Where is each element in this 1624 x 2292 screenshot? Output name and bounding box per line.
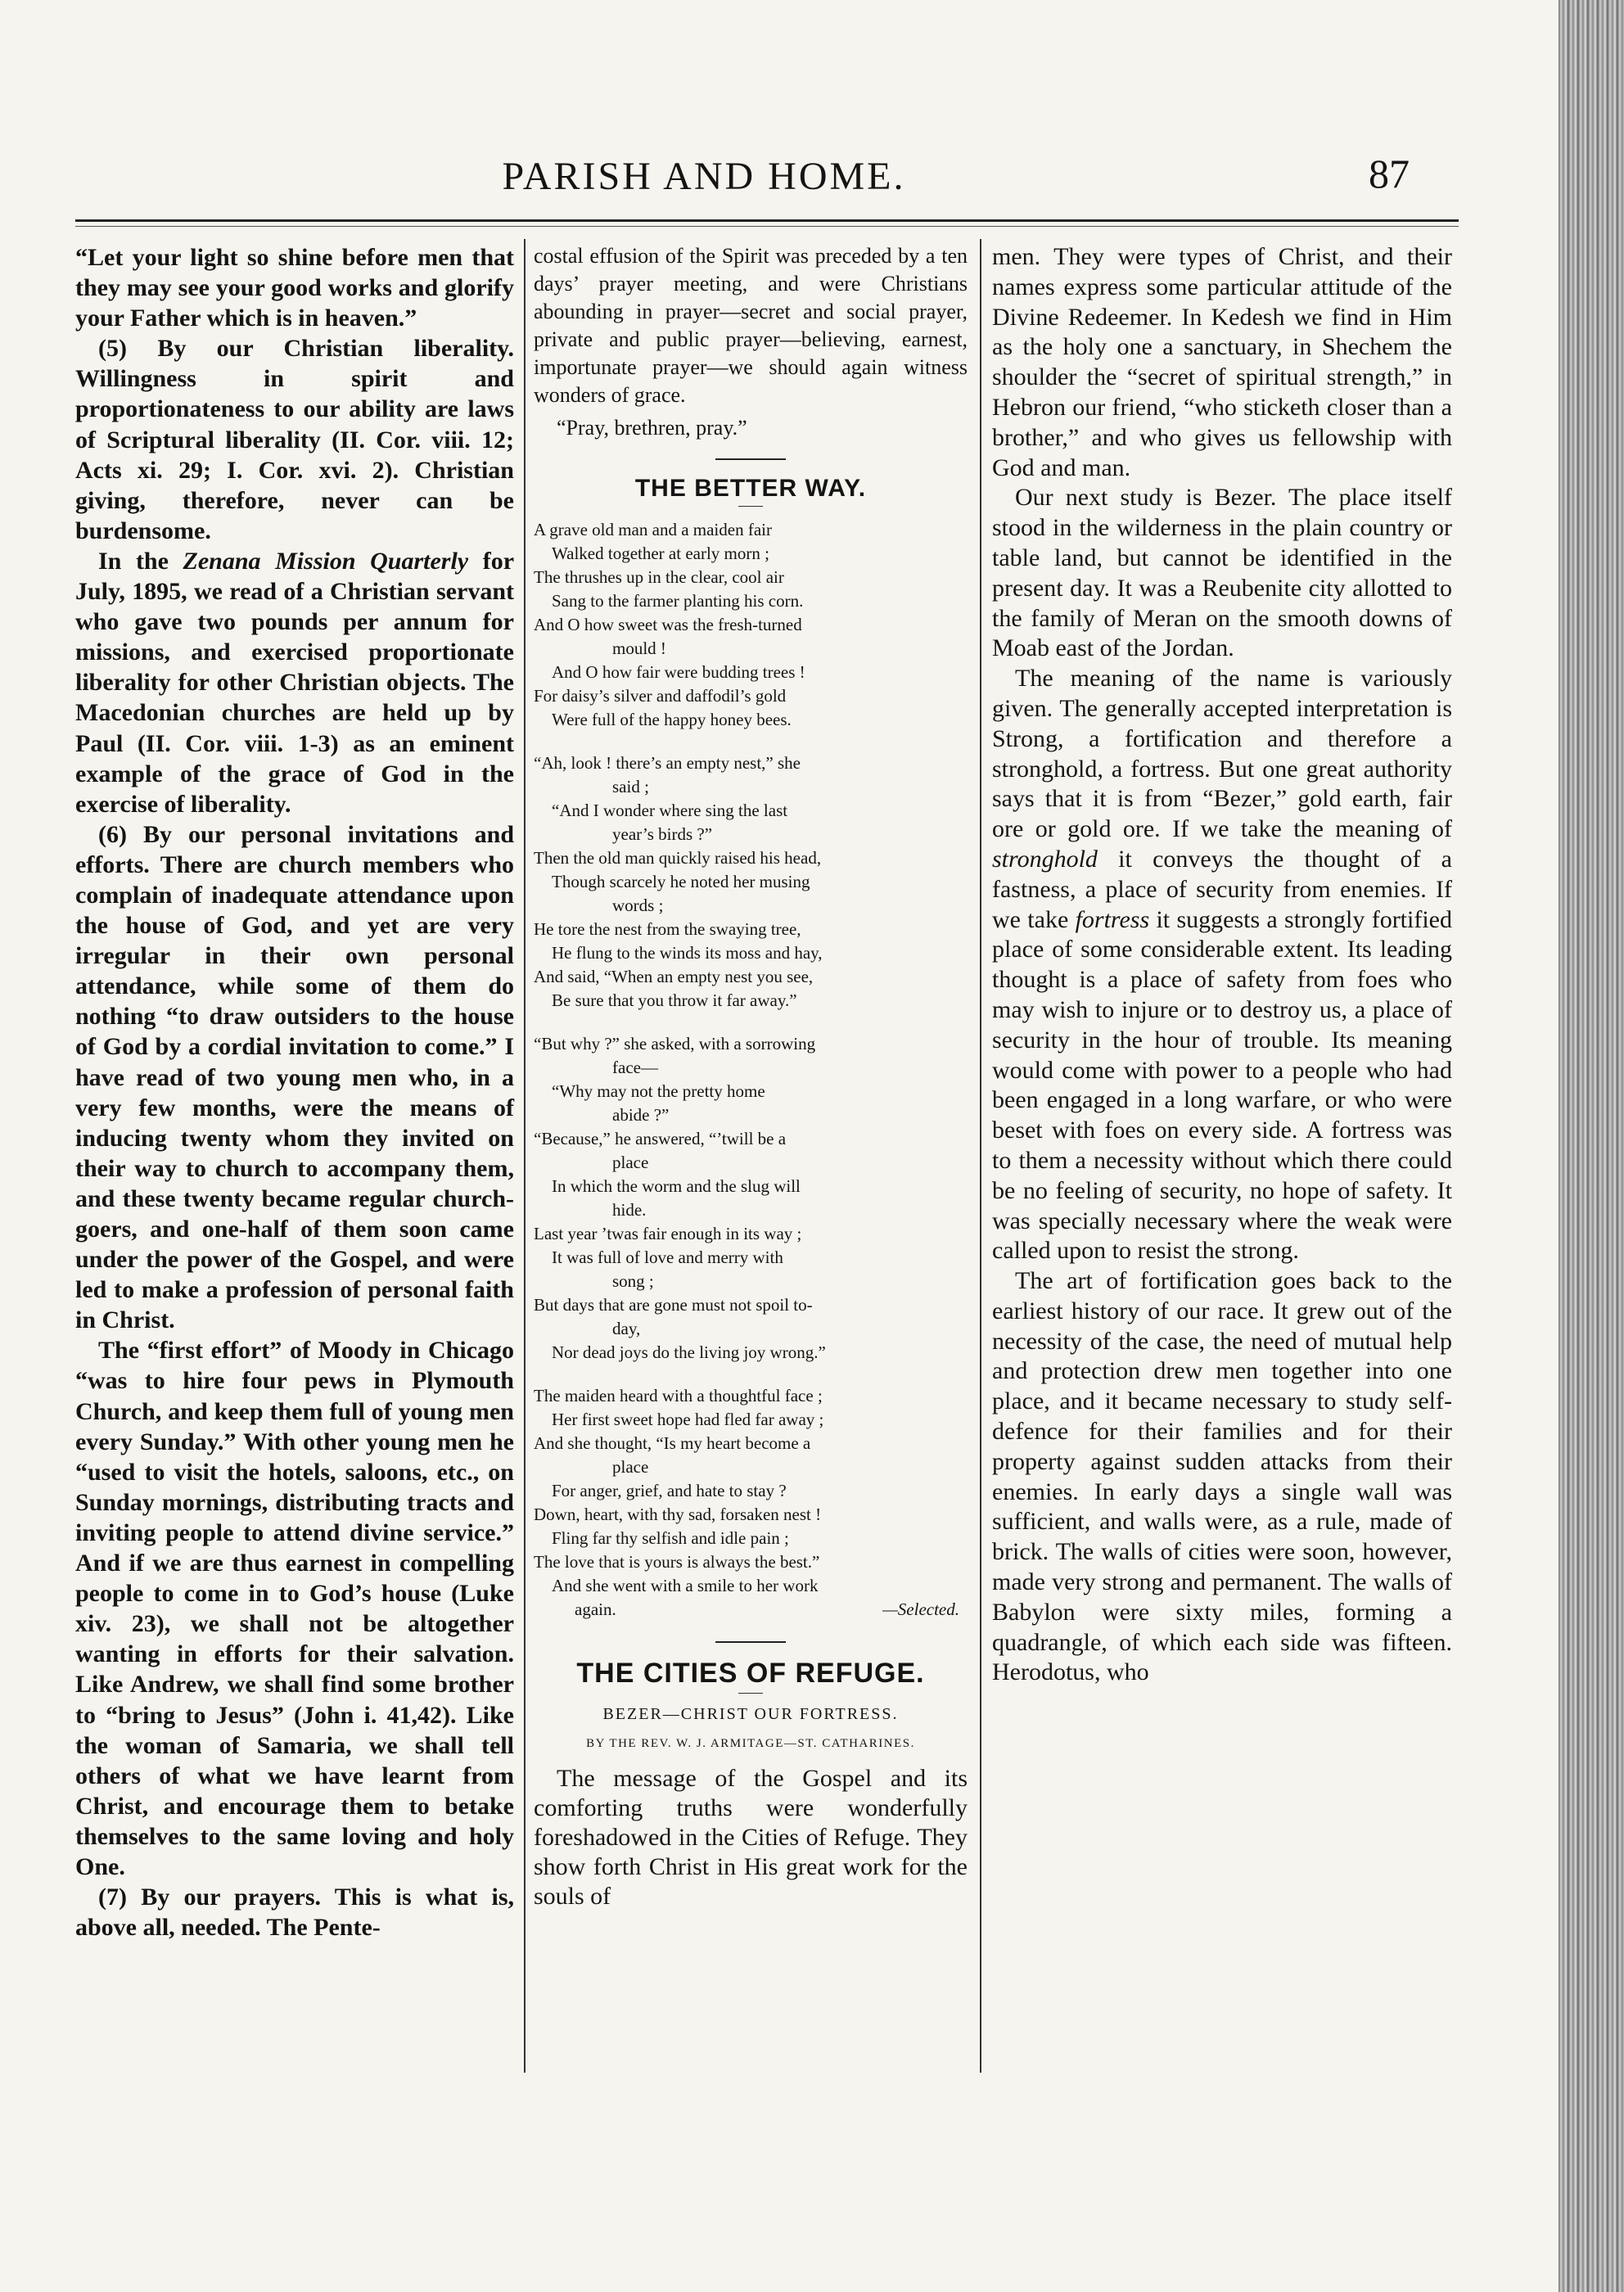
poem-line: Sang to the farmer planting his corn. [552,591,804,611]
header-rule [75,219,1459,222]
column-divider [980,239,981,2073]
running-header: PARISH AND HOME. [502,155,906,198]
poem-line: A grave old man and a maiden fair [534,520,772,539]
poem-line: Were full of the happy honey bees. [552,710,792,729]
text-run: The meaning of the name is variously given. The generally accepted interpretation is Strong, a fortification and therefore a stronghold, a fortress. But one great authority says that it is from “Bezer,” gold earth, fair ore or gold ore. If we take the meaning of [992,665,1452,843]
paragraph: (5) By our Christian liberality. Willingness in spirit and proportionateness to our ability are laws of Scriptural liberality (II. Cor. viii. 12; Acts xi. 29; I. Cor. xvi. 2). Christian giving, therefore, never can be burdensome. [75,335,514,544]
poem-line: song ; [612,1271,654,1291]
poem-line: “Because,” he answered, “’twill be a [534,1129,787,1148]
poem-line: It was full of love and merry with [552,1248,783,1267]
poem-line: For daisy’s silver and daffodil’s gold [534,686,787,706]
ornament-rule-small [738,1693,763,1694]
poem-line: said ; [612,777,649,796]
poem-line: And she went with a smile to her work [552,1576,819,1595]
article-byline: BY THE REV. W. J. ARMITAGE—ST. CATHARINES. [586,1737,915,1750]
poem-line: The thrushes up in the clear, cool air [534,567,784,587]
poem-line: The love that is yours is always the best.” [534,1552,820,1572]
text-run: it conveys the thought of a fastness, a place of security from enemies. If we take [992,845,1452,933]
paragraph: men. They were types of Christ, and their names express some particular attitude of the Divine Redeemer. In Kedesh we find in Him as the holy one a sanctuary, in Shechem the shoulder the “secret of spiritual strength,” in Hebron our friend, “who sticketh closer than a brother,” and who gives us fellowship with God and man. [992,243,1452,481]
emphasis: fortress [1075,905,1150,933]
poem-line: “Ah, look ! there’s an empty nest,” she [534,753,801,773]
article-title: THE CITIES OF REFUGE. [576,1658,925,1689]
poem-line: face— [612,1058,658,1077]
poem-line: words ; [612,896,664,915]
paragraph [75,546,514,819]
publication-title: Zenana Mission Quarterly [183,547,469,575]
paragraph: “Let your light so shine before men that they may see your good works and glorify your Father which is in heaven.” [75,244,514,332]
poem-line: Down, heart, with thy sad, forsaken nest ! [534,1505,822,1524]
ornament-rule [715,458,786,460]
poem-line: And said, “When an empty nest you see, [534,967,814,986]
poem-line: place [612,1153,649,1172]
poem-line: year’s birds ?” [612,824,713,844]
column-divider [524,239,526,2073]
poem-line: And she thought, “Is my heart become a [534,1433,811,1453]
emphasis: stronghold [992,845,1098,873]
article-subtitle: BEZER—CHRIST OUR FORTRESS. [602,1705,899,1723]
column-3 [992,242,1452,1688]
page-number: 87 [1369,151,1410,196]
poem-line: place [612,1457,649,1477]
poem-final-line [534,1598,968,1622]
poem-line: Then the old man quickly raised his head, [534,848,822,868]
poem-stanza [534,1384,968,1622]
poem-line: He flung to the winds its moss and hay, [552,943,823,963]
poem-line: He tore the nest from the swaying tree, [534,919,801,939]
poem-line: “And I wonder where sing the last [552,801,788,820]
poem-line: Fling far thy selfish and idle pain ; [552,1528,789,1548]
poem-line: again. [575,1599,616,1619]
poem-line: Nor dead joys do the living joy wrong.” [552,1342,826,1362]
poem-line: abide ?” [612,1105,670,1125]
poem-stanza [534,1032,968,1365]
poem-line: In which the worm and the slug will [552,1176,801,1196]
poem-line: Walked together at early morn ; [552,544,769,563]
poem-line: But days that are gone must not spoil to- [534,1295,813,1315]
poem-line: And O how sweet was the fresh-turned [534,615,802,634]
article-body [534,1764,968,1911]
poem-line: Last year ’twas fair enough in its way ; [534,1224,802,1243]
paragraph: The “first effort” of Moody in Chicago “was to hire four pews in Plymouth Church, and keep them full of young men every Sunday.” With other young men he “used to visit the hotels, saloons, etc., on Sunday mornings, distributing tracts and inviting people to attend divine service.” And if we are thus earnest in compelling people to come in to God’s house (Luke xiv. 23), we shall not be altogether wanting in efforts for their salvation. Like Andrew, we shall find some brother to “bring to Jesus” (John i. 41,42). Like the woman of Samaria, we shall tell others of what we have learnt from Christ, and encourage them to betake themselves to the same loving and holy One. [75,1337,514,1880]
ornament-rule [715,1641,786,1643]
poem-line: “But why ?” she asked, with a sorrowing [534,1034,816,1054]
poem-line: mould ! [612,638,666,658]
ornament-rule-small [738,506,763,507]
text-run: it suggests a strongly fortified place of some considerable extent. Its leading thought is a place of safety from foes who may wish to injure or to destroy us, a place of security in the hour of trouble. Its meaning would come with power to a people who had been engaged in a long warfare, or who were beset with foes on every side. A fortress was to them a necessity without which there could be no feeling of security, no hope of safety. It was specially necessary where the weak were called upon to resist the strong. [992,905,1452,1265]
paragraph: The message of the Gospel and its comforting truths were wonderfully foreshadowed in the Cities of Refuge. They show forth Christ in His great work for the souls of [534,1765,968,1910]
column-1 [75,242,514,1942]
poem-line: The maiden heard with a thoughtful face ; [534,1386,823,1405]
paragraph: Our next study is Bezer. The place itself stood in the wilderness in the plain country or table land, but cannot be identified in the present day. It was a Reubenite city allotted to the family of Meran on the smooth downs of Moab east of the Jordan. [992,484,1452,662]
book-page-edges [1559,0,1624,2292]
poem-line: Be sure that you throw it far away.” [552,990,797,1010]
poem-line: Her first sweet hope had fled far away ; [552,1410,824,1429]
poem-line: “Why may not the pretty home [552,1081,765,1101]
poem-stanza [534,518,968,732]
poem-title: THE BETTER WAY. [634,475,867,502]
paragraph: (7) By our prayers. This is what is, above all, needed. The Pente- [75,1884,514,1942]
zenana-lead: In the [98,547,169,575]
poem-line: And O how fair were budding trees ! [552,662,805,682]
paragraph: (6) By our personal invitations and efforts. There are church members who complain of inadequate attendance upon the house of God, and yet are very irregular in their own personal attendance, while some of them do nothing “to draw outsiders to the house of God by a cordial invitation to come.” I have read of two young men who, in a very few months, were the means of inducing twenty whom they invited on their way to church to accompany them, and these twenty became regular church-goers, and one-half of them soon came under the power of the Gospel, and were led to make a profession of personal faith in Christ. [75,820,514,1334]
paragraph: costal effusion of the Spirit was preceded by a ten days’ prayer meeting, and were Christians abounding in prayer—secret and social prayer, private and public prayer—believing, earnest, importunate prayer—we should again witness wonders of grace. [534,244,968,407]
header-rule-thin [75,226,1459,227]
poem-line: Though scarcely he noted her musing [552,872,810,891]
column-2 [534,242,968,1911]
poem-line: day, [612,1319,641,1338]
poem-stanza [534,751,968,1013]
zenana-text: for July, 1895, we read of a Christian servant who gave two pounds per annum for missions, and exercised proportionate liberality for other Christian objects. The Macedonian churches are held up by Paul (II. Cor. viii. 1-3) as an eminent example of the grace of God in the exercise of liberality. [75,547,515,818]
poem-line: hide. [612,1200,647,1220]
paragraph: The art of fortification goes back to the earliest history of our race. It grew out of the necessity of the case, the need of mutual help and protection drew men together into one place, and it became necessary to study self-defence for their families and for their property against sudden attacks from their enemies. In early days a single wall was sufficient, and walls were, as a rule, made of brick. The walls of cities were soon, however, made very strong and permanent. The walls of Babylon were sixty miles, forming a quadrangle, of which each side was fifteen. Herodotus, who [992,1267,1452,1686]
poem-signature: —Selected. [882,1599,959,1619]
paragraph [992,664,1452,1266]
quotation: “Pray, brethren, pray.” [557,416,747,440]
poem-line: For anger, grief, and hate to stay ? [552,1481,787,1500]
